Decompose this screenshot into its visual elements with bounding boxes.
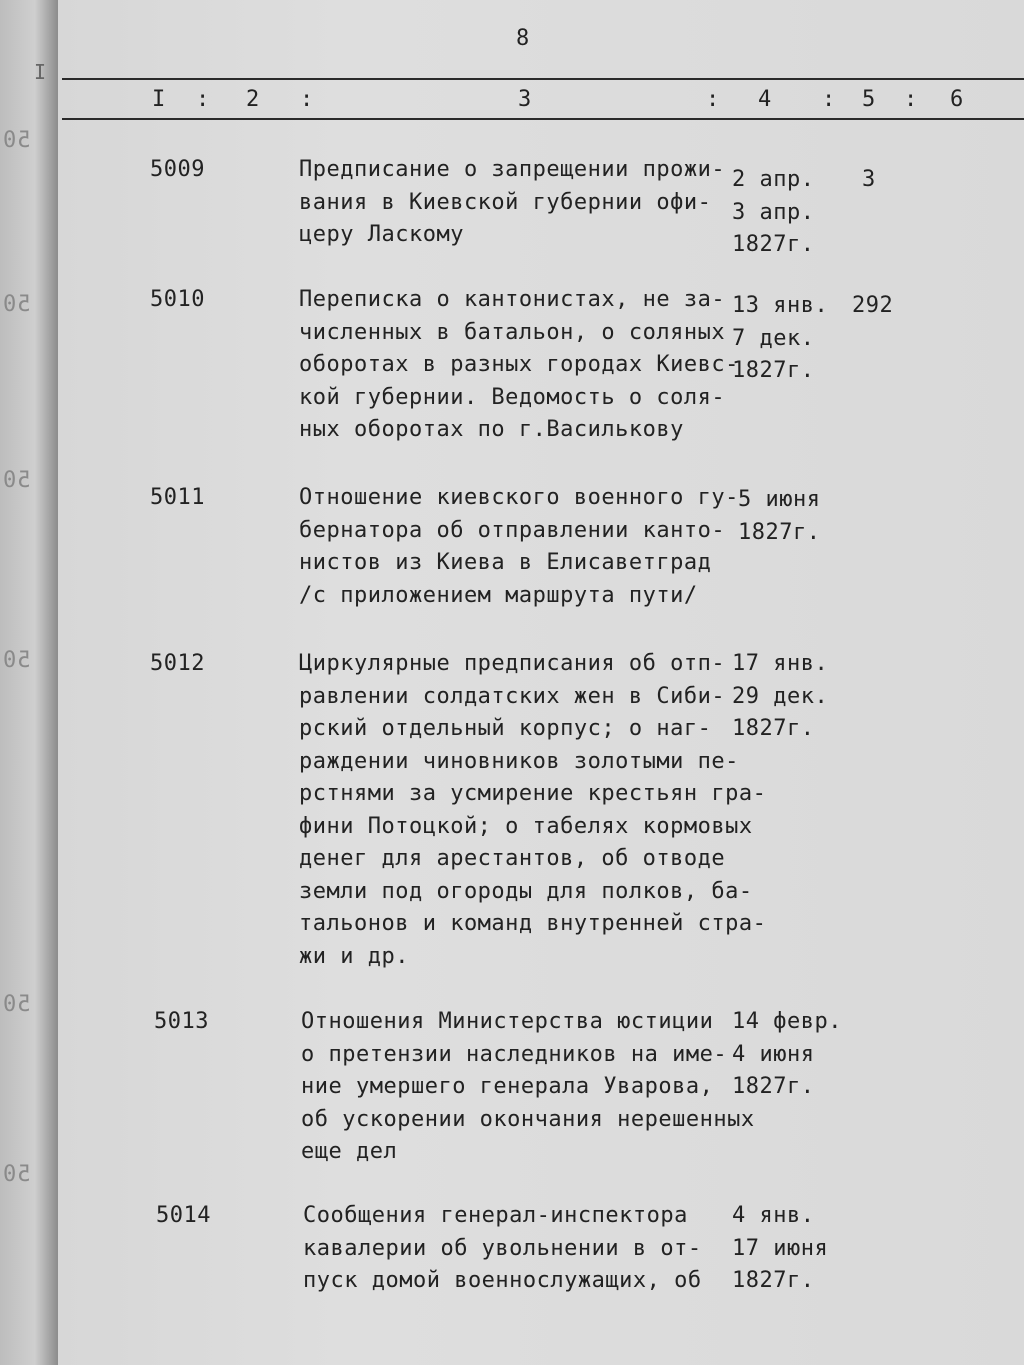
entry-number: 5010 (150, 287, 205, 312)
column-header-4: 4 (758, 87, 772, 112)
header-rule-top (62, 78, 1024, 80)
column-separator: : (822, 87, 836, 112)
entry-dates: 17 янв. 29 дек. 1827г. (732, 651, 829, 741)
left-page-roman-numeral: I (34, 60, 47, 84)
column-header-2: 2 (246, 87, 260, 112)
left-page-mark: 50 (2, 128, 31, 153)
left-page-mark: 50 (2, 1162, 31, 1187)
entry-number: 5014 (156, 1203, 211, 1228)
entry-description: Отношения Министерства юстиции о претензии наследников на име- ние умершего генерала Уварова, об ускорении окончания нерешенных еще дел (301, 1009, 755, 1164)
entry-description: Переписка о кантонистах, не за- численных в батальон, о соляных оборотах в разных городах Киевс- кой губернии. Ведомость о соля- ных оборотах по г.Василькову (299, 287, 739, 442)
entry-dates: 13 янв. 7 дек. 1827г. (732, 293, 829, 383)
page-number: 8 (516, 26, 530, 51)
column-header-6: 6 (950, 87, 964, 112)
entry-dates: 4 янв. 17 июня 1827г. (732, 1203, 829, 1293)
entry-description: Отношение киевского военного гу- бернатора об отправлении канто- нистов из Киева в Елисаветград /с приложением маршрута пути/ (299, 485, 739, 608)
left-page-edge (0, 0, 58, 1365)
left-page-mark: 50 (2, 292, 31, 317)
entry-number: 5013 (154, 1009, 209, 1034)
column-header-3: 3 (518, 87, 532, 112)
entry-number: 5009 (150, 157, 205, 182)
column-separator: : (300, 87, 314, 112)
column-separator: : (706, 87, 720, 112)
column-header-5: 5 (862, 87, 876, 112)
entry-dates: 2 апр. 3 апр. 1827г. (732, 167, 815, 257)
entry-sheet-count: 3 (862, 167, 876, 192)
entry-number: 5011 (150, 485, 205, 510)
left-page-mark: 50 (2, 468, 31, 493)
entry-dates: 5 июня 1827г. (738, 487, 821, 545)
entry-dates: 14 февр. 4 июня 1827г. (732, 1009, 842, 1099)
left-page-mark: 50 (2, 648, 31, 673)
entry-description: Циркулярные предписания об отп- равлении солдатских жен в Сиби- рский отдельный корпус; о наг- раждении чиновников золотыми пе- рстнями за усмирение крестьян гра- фини Потоцкой; о табелях кормовых денег для арестантов, об отводе земли под огороды для полков, ба- тальонов и команд внутренней стра- жи и др. (299, 651, 767, 969)
document-page (58, 0, 1024, 1365)
entry-number: 5012 (150, 651, 205, 676)
entry-description: Сообщения генерал-инспектора кавалерии об увольнении в от- пуск домой военнослужащих, об (303, 1203, 702, 1293)
entry-sheet-count: 292 (852, 293, 894, 318)
entry-description: Предписание о запрещении прожи- вания в Киевской губернии офи- церу Ласкому (299, 157, 726, 247)
column-separator: : (196, 87, 210, 112)
column-separator: : (904, 87, 918, 112)
column-header-1: I (152, 87, 166, 112)
header-rule-bottom (62, 118, 1024, 120)
left-page-mark: 50 (2, 992, 31, 1017)
